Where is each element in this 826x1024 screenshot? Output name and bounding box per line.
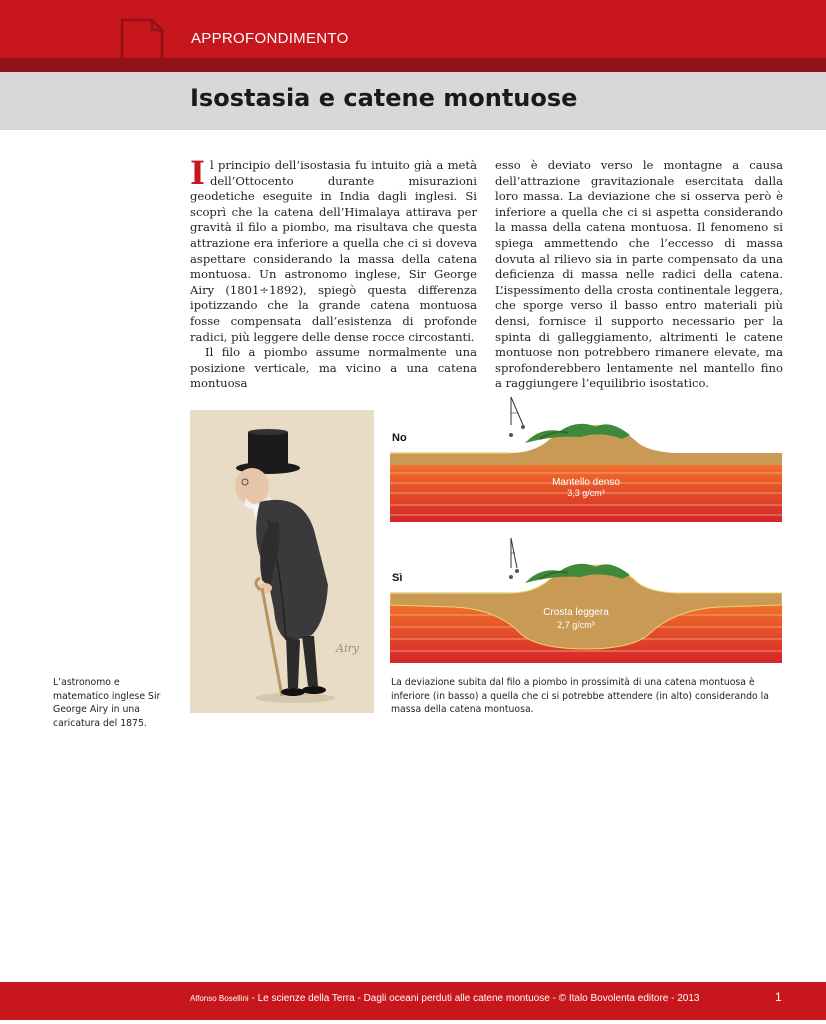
isostasy-diagram bbox=[390, 395, 782, 670]
portrait-signature: Airy bbox=[336, 642, 359, 655]
paragraph: esso è deviato verso le montagne a causa dell’attrazione gravitazionale esercitata dalla loro massa. La deviazione che si osserva però è inferiore a quella che ci si aspetta considerando la massa della catena montuosa. Il fenomeno si spiega ammettendo che l’eccesso di massa dovuta al rilievo sia in parte compensato da una deficienza di massa nelle radici della catena. L’ispessimento della crosta continentale leggera, che sporge verso il basso entro materiali più densi, fornisce il supporto necessario per la spinta di galleggiamento, altrimenti le catene montuose non potrebbero rimanere elevate, ma sprofonderebbero lentamente nel mantello fino a raggiungere l’equilibrio isostatico. bbox=[495, 158, 783, 391]
footer-text: - Le scienze della Terra - Dagli oceani perduti alle catene montuose - © Italo Bovolenta editore - 2013 bbox=[248, 993, 700, 1004]
paragraph: Il filo a piombo assume normalmente una posizione verticale, ma vicino a una catena montuosa bbox=[190, 345, 477, 391]
portrait-caption: L’astronomo e matematico inglese Sir George Airy in una caricatura del 1875. bbox=[53, 677, 161, 729]
crust-label: Crosta leggera bbox=[543, 607, 609, 618]
footer-credits bbox=[190, 993, 699, 1004]
diagram-top-label: No bbox=[392, 432, 407, 444]
airy-caricature-image bbox=[190, 410, 374, 713]
page-title: Isostasia e catene montuose bbox=[190, 84, 578, 112]
header-bar-stripe bbox=[0, 58, 826, 72]
diagram-caption: La deviazione subita dal filo a piombo in prossimità di una catena montuosa è inferiore (in basso) a quella che ci si potrebbe attendere (in alto) considerando la massa della catena montuosa. bbox=[391, 677, 769, 715]
page-number: 1 bbox=[775, 990, 782, 1004]
footer-author: Alfonso Bosellini bbox=[190, 994, 249, 1003]
diagram-si bbox=[390, 538, 782, 663]
article-column-1 bbox=[190, 154, 477, 392]
paragraph: l principio dell’isostasia fu intuito già a metà dell’Ottocento durante misurazioni geodetiche eseguite in India dagli inglesi. Si scoprì che la catena dell’Himalaya attirava per gravità il filo a piombo, ma risultava che questa attrazione era inferiore a quella che ci si doveva aspettare considerando la massa della catena montuosa. Un astronomo inglese, Sir George Airy (1801÷1892), spiegò questa differenza ipotizzando che la grande catena montuosa fosse compensata dall’esistenza di profonde radici, più leggere delle dense rocce circostanti. bbox=[190, 158, 477, 344]
mantle-density: 3,3 g/cm³ bbox=[567, 488, 605, 498]
diagram-bottom-label: Sì bbox=[392, 572, 403, 584]
section-label: APPROFONDIMENTO bbox=[191, 30, 349, 47]
document-icon bbox=[120, 18, 164, 58]
article-column-2 bbox=[495, 158, 783, 392]
diagram-no bbox=[390, 397, 782, 522]
mantle-label: Mantello denso bbox=[552, 477, 620, 488]
crust-density: 2,7 g/cm³ bbox=[557, 620, 595, 630]
drop-cap: I bbox=[190, 154, 205, 192]
